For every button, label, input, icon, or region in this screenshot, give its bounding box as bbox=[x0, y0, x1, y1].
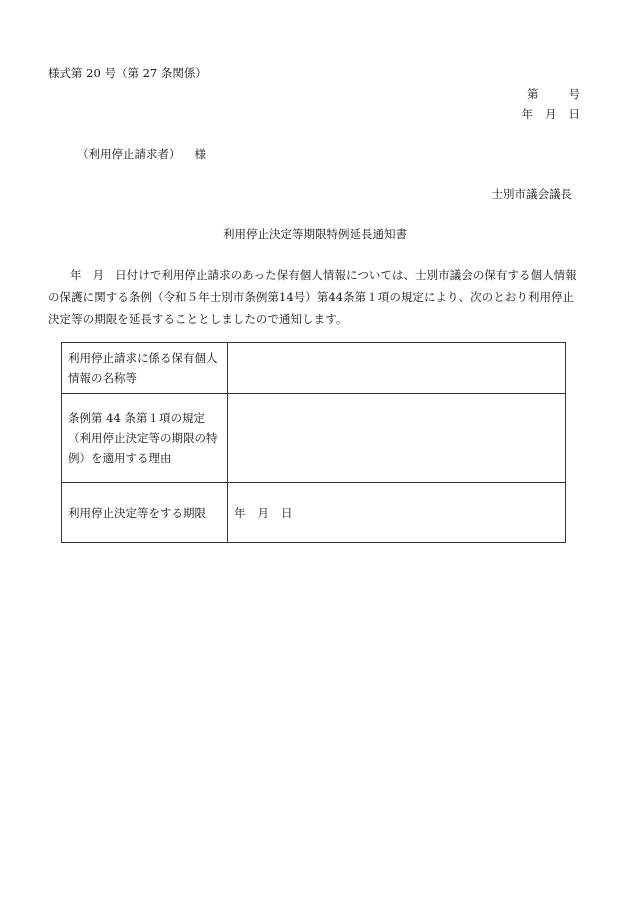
date-day: 日 bbox=[568, 107, 580, 121]
document-number-prefix: 第 bbox=[527, 87, 539, 101]
body-year: 年 bbox=[70, 268, 82, 282]
addressee-honorific: 様 bbox=[194, 147, 206, 161]
row-label: 利用停止請求に係る保有個人情報の名称等 bbox=[62, 343, 228, 394]
row-label: 条例第 44 条第１項の規定（利用停止決定等の期限の特例）を適用する理由 bbox=[62, 394, 228, 483]
addressee bbox=[77, 146, 206, 162]
document-number-suffix: 号 bbox=[568, 87, 580, 101]
deadline-month: 月 bbox=[257, 505, 269, 520]
date-month: 月 bbox=[545, 107, 557, 121]
row-value bbox=[228, 394, 566, 483]
body-month: 月 bbox=[92, 268, 105, 282]
table-row bbox=[62, 343, 566, 394]
document-title: 利用停止決定等期限特例延長通知書 bbox=[223, 227, 407, 241]
document-date bbox=[522, 106, 581, 122]
body-paragraph bbox=[48, 264, 583, 330]
deadline-year: 年 bbox=[234, 505, 246, 520]
body-text: 日付けで利用停止請求のあった保有個人情報については、士別市議会の保有する個人情報の保護に関する条例（令和５年士別市条例第14号）第44条第１項の規定により、次のとおり利用停止決定等の期限を延長することとしましたので通知します。 bbox=[48, 268, 577, 326]
document-number bbox=[527, 86, 580, 102]
form-number: 様式第 20 号（第 27 条関係） bbox=[48, 66, 207, 80]
info-table bbox=[61, 342, 566, 543]
table-row bbox=[62, 394, 566, 483]
sender: 士別市議会議長 bbox=[491, 187, 572, 201]
row-value bbox=[228, 343, 566, 394]
row-label: 利用停止決定等をする期限 bbox=[62, 483, 228, 543]
table-row bbox=[62, 483, 566, 543]
addressee-name: （利用停止請求者） bbox=[77, 147, 181, 161]
date-year: 年 bbox=[521, 107, 533, 121]
deadline-day: 日 bbox=[281, 505, 293, 520]
deadline-date bbox=[228, 483, 566, 543]
